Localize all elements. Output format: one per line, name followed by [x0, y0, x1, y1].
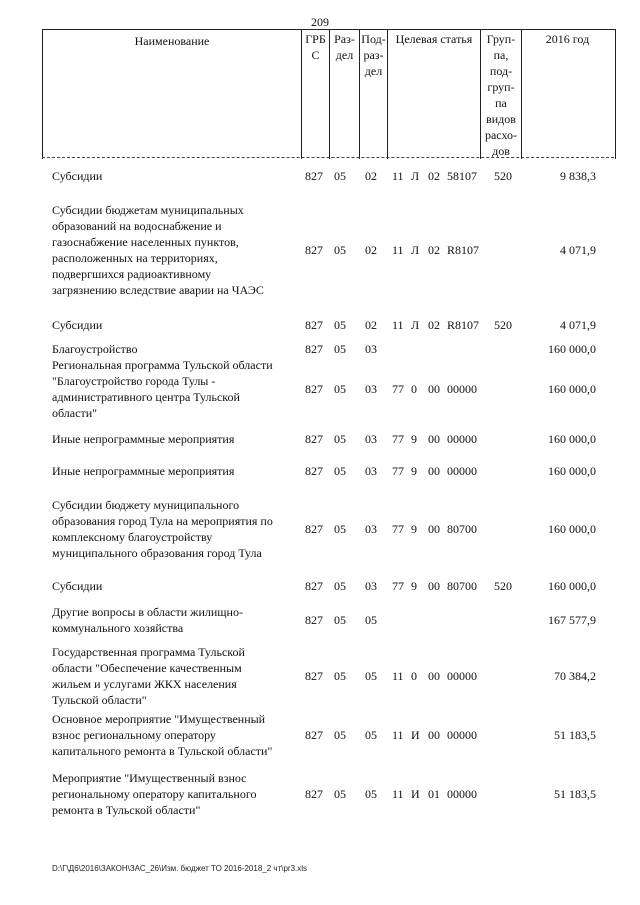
row-amount: 160 000,0 — [548, 382, 596, 396]
header-grbs-line: ГРБ — [305, 32, 326, 46]
row-name — [52, 357, 298, 421]
row-name-line: области" — [52, 406, 98, 420]
row-grbs: 827 — [305, 579, 323, 593]
row-name-line: региональному оператору капитального — [52, 787, 257, 801]
page-number: 209 — [311, 15, 329, 29]
row-target-subprogram: 9 — [411, 579, 417, 593]
row-target-code: 80700 — [447, 579, 477, 593]
header-group-line: дов — [492, 144, 510, 158]
row-name-line: административного центра Тульской — [52, 390, 240, 404]
row-name-line: муниципального образования город Тула — [52, 546, 262, 560]
row-amount: 4 071,9 — [560, 243, 596, 257]
row-name-line: Благоустройство — [52, 342, 138, 356]
row-target-activity: 01 — [428, 787, 440, 801]
row-name-line: Субсидии бюджетам муниципальных — [52, 203, 244, 217]
header-razdel-line: дел — [335, 48, 354, 62]
file-path-footer: D:\Г\Д6\2016\ЗАКОН\ЗАС_26\Изм. бюджет ТО 2016-2018_2 чт\pr3.xls — [52, 864, 308, 873]
header-year-text: 2016 год — [545, 32, 590, 46]
row-grbs: 827 — [305, 169, 323, 183]
row-target-code: R8107 — [447, 318, 480, 332]
row-target-code: 00000 — [447, 728, 477, 742]
row-target-code: 80700 — [447, 522, 477, 536]
row-name-line: Тульской области" — [52, 693, 147, 707]
row-target-program: 11 — [392, 169, 404, 183]
row-podrazdel: 05 — [365, 787, 377, 801]
header-grbs — [301, 30, 329, 159]
row-razdel: 05 — [334, 579, 346, 593]
row-target-program: 11 — [392, 787, 404, 801]
header-bottom-divider — [42, 157, 614, 158]
row-expense-group: 520 — [494, 169, 512, 183]
row-razdel: 05 — [334, 522, 346, 536]
row-target-code: 00000 — [447, 669, 477, 683]
header-podrazdel-line: Под- — [361, 32, 386, 46]
row-grbs: 827 — [305, 243, 323, 257]
row-amount: 160 000,0 — [548, 579, 596, 593]
header-group-line: под- — [489, 64, 513, 78]
header-podrazdel — [359, 30, 387, 159]
header-podrazdel-line: раз- — [363, 48, 384, 62]
header-group-line: груп- — [487, 80, 515, 94]
row-podrazdel: 03 — [365, 382, 377, 396]
row-target-activity: 00 — [428, 579, 440, 593]
row-razdel: 05 — [334, 342, 346, 356]
row-name — [52, 168, 298, 184]
header-razdel — [329, 30, 359, 159]
row-target-program: 77 — [392, 464, 404, 478]
row-name-line: "Благоустройство города Тулы - — [52, 374, 216, 388]
row-name-line: образования город Тула на мероприятия по — [52, 514, 273, 528]
row-grbs: 827 — [305, 382, 323, 396]
row-podrazdel: 05 — [365, 728, 377, 742]
row-target-program: 77 — [392, 382, 404, 396]
row-amount: 167 577,9 — [548, 613, 596, 627]
row-target-code: R8107 — [447, 243, 480, 257]
row-name-line: Государственная программа Тульской — [52, 645, 245, 659]
row-target-program: 77 — [392, 579, 404, 593]
row-podrazdel: 03 — [365, 432, 377, 446]
row-name — [52, 317, 298, 333]
header-name-text: Наименование — [134, 34, 210, 48]
row-name-line: образований на водоснабжение и — [52, 219, 222, 233]
row-target-program: 11 — [392, 318, 404, 332]
row-podrazdel: 02 — [365, 318, 377, 332]
row-target-subprogram: И — [411, 728, 420, 742]
row-amount: 9 838,3 — [560, 169, 596, 183]
row-target-subprogram: 9 — [411, 464, 417, 478]
row-razdel: 05 — [334, 464, 346, 478]
row-podrazdel: 05 — [365, 669, 377, 683]
row-name-line: Субсидии — [52, 579, 103, 593]
row-name — [52, 497, 298, 561]
row-grbs: 827 — [305, 728, 323, 742]
row-name-line: Иные непрограммные мероприятия — [52, 464, 235, 478]
row-target-activity: 00 — [428, 669, 440, 683]
row-podrazdel: 03 — [365, 464, 377, 478]
row-target-subprogram: Л — [411, 169, 420, 183]
row-target-program: 11 — [392, 243, 404, 257]
row-razdel: 05 — [334, 243, 346, 257]
header-group-line: па — [495, 96, 507, 110]
header-target — [387, 30, 480, 159]
row-target-activity: 00 — [428, 522, 440, 536]
row-razdel: 05 — [334, 613, 346, 627]
row-podrazdel: 03 — [365, 579, 377, 593]
row-target-activity: 00 — [428, 728, 440, 742]
row-razdel: 05 — [334, 669, 346, 683]
header-razdel-line: Раз- — [334, 32, 355, 46]
row-name — [52, 644, 298, 708]
row-name-line: взнос региональному оператору — [52, 728, 216, 742]
row-razdel: 05 — [334, 787, 346, 801]
row-target-code: 00000 — [447, 787, 477, 801]
row-target-code: 00000 — [447, 432, 477, 446]
row-amount: 51 183,5 — [554, 787, 596, 801]
row-target-subprogram: И — [411, 787, 420, 801]
row-target-subprogram: 9 — [411, 432, 417, 446]
row-target-program: 11 — [392, 669, 404, 683]
row-podrazdel: 02 — [365, 169, 377, 183]
row-name-line: Другие вопросы в области жилищно- — [52, 605, 243, 619]
row-name — [52, 578, 298, 594]
header-target-text: Целевая статья — [395, 32, 473, 46]
row-name — [52, 341, 298, 357]
row-target-activity: 02 — [428, 243, 440, 257]
row-target-activity: 00 — [428, 464, 440, 478]
header-name — [43, 30, 301, 159]
row-target-activity: 00 — [428, 432, 440, 446]
row-name-line: расположенных на территориях, — [52, 251, 218, 265]
row-name-line: области "Обеспечение качественным — [52, 661, 242, 675]
row-razdel: 05 — [334, 318, 346, 332]
row-grbs: 827 — [305, 464, 323, 478]
row-target-code: 00000 — [447, 382, 477, 396]
row-name-line: Субсидии бюджету муниципального — [52, 498, 240, 512]
row-podrazdel: 05 — [365, 613, 377, 627]
row-name — [52, 202, 298, 298]
row-name-line: жильем и услугами ЖКХ населения — [52, 677, 237, 691]
row-name-line: ремонта в Тульской области" — [52, 803, 201, 817]
row-target-subprogram: Л — [411, 318, 420, 332]
row-name-line: Субсидии — [52, 318, 103, 332]
row-grbs: 827 — [305, 787, 323, 801]
row-razdel: 05 — [334, 169, 346, 183]
row-name-line: коммунального хозяйства — [52, 621, 184, 635]
row-target-code: 58107 — [447, 169, 477, 183]
header-grbs-line: С — [311, 48, 320, 62]
row-grbs: 827 — [305, 318, 323, 332]
header-podrazdel-line: дел — [364, 64, 383, 78]
row-target-program: 11 — [392, 728, 404, 742]
row-amount: 160 000,0 — [548, 432, 596, 446]
row-amount: 160 000,0 — [548, 522, 596, 536]
row-razdel: 05 — [334, 382, 346, 396]
row-grbs: 827 — [305, 522, 323, 536]
row-target-activity: 00 — [428, 382, 440, 396]
row-name-line: загрязнению вследствие аварии на ЧАЭС — [52, 283, 264, 297]
row-name-line: Мероприятие "Имущественный взнос — [52, 771, 247, 785]
row-target-program: 77 — [392, 432, 404, 446]
header-group-line: па, — [493, 48, 509, 62]
row-target-subprogram: 0 — [411, 382, 417, 396]
row-target-subprogram: 9 — [411, 522, 417, 536]
row-razdel: 05 — [334, 728, 346, 742]
row-name-line: Иные непрограммные мероприятия — [52, 432, 235, 446]
row-amount: 160 000,0 — [548, 342, 596, 356]
row-amount: 4 071,9 — [560, 318, 596, 332]
table-header — [42, 29, 616, 159]
row-name — [52, 431, 298, 447]
row-podrazdel: 03 — [365, 342, 377, 356]
row-name-line: Основное мероприятие "Имущественный — [52, 712, 266, 726]
row-name-line: подвергшихся радиоактивному — [52, 267, 212, 281]
row-name-line: Региональная программа Тульской области — [52, 358, 273, 372]
row-razdel: 05 — [334, 432, 346, 446]
row-name — [52, 463, 298, 479]
row-amount: 160 000,0 — [548, 464, 596, 478]
row-podrazdel: 03 — [365, 522, 377, 536]
header-group-line: расхо- — [484, 128, 518, 142]
row-name-line: капитального ремонта в Тульской области" — [52, 744, 273, 758]
row-amount: 51 183,5 — [554, 728, 596, 742]
row-expense-group: 520 — [494, 318, 512, 332]
row-name — [52, 711, 298, 759]
row-grbs: 827 — [305, 342, 323, 356]
row-target-subprogram: Л — [411, 243, 420, 257]
row-target-code: 00000 — [447, 464, 477, 478]
row-target-activity: 02 — [428, 169, 440, 183]
row-podrazdel: 02 — [365, 243, 377, 257]
row-grbs: 827 — [305, 432, 323, 446]
header-group-line: видов — [486, 112, 516, 126]
row-target-program: 77 — [392, 522, 404, 536]
row-amount: 70 384,2 — [554, 669, 596, 683]
header-group-line: Груп- — [486, 32, 516, 46]
row-name-line: комплексному благоустройству — [52, 530, 213, 544]
header-group — [480, 30, 521, 159]
row-target-subprogram: 0 — [411, 669, 417, 683]
header-year — [521, 30, 613, 159]
row-grbs: 827 — [305, 613, 323, 627]
row-grbs: 827 — [305, 669, 323, 683]
row-name-line: Субсидии — [52, 169, 103, 183]
row-name — [52, 604, 298, 636]
row-name-line: газоснабжение населенных пунктов, — [52, 235, 239, 249]
row-name — [52, 770, 298, 818]
row-expense-group: 520 — [494, 579, 512, 593]
row-target-activity: 02 — [428, 318, 440, 332]
